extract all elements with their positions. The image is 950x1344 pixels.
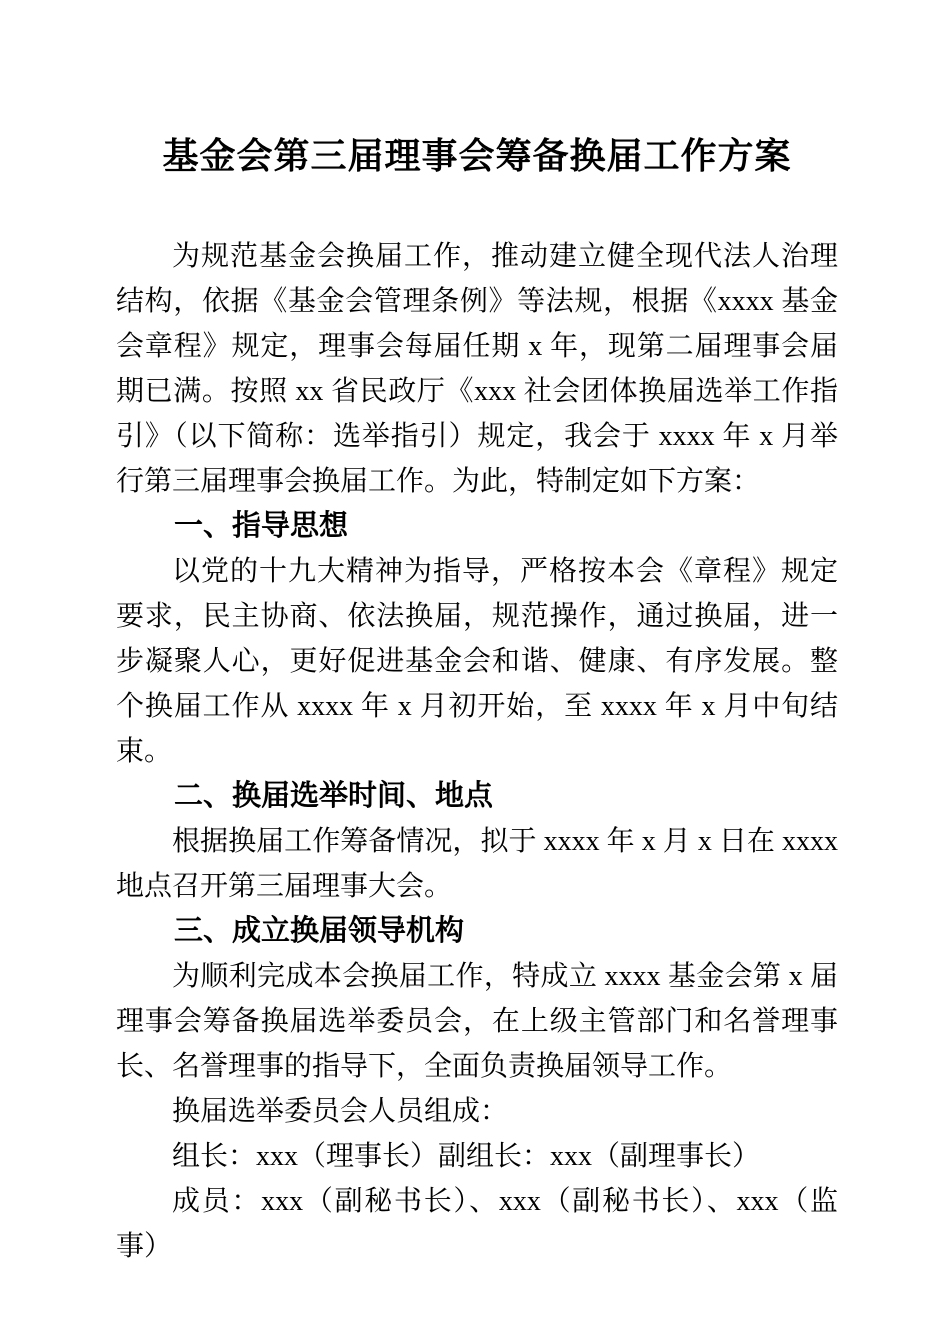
document-paragraph: 换届选举委员会人员组成： [172, 1096, 509, 1127]
document-paragraph: 为顺利完成本会换届工作，特成立 xxxx 基金会第 x 届理事会筹备换届选举委员会，在上级主管部门和名誉理事长、名誉理事的指导下，全面负责换届领导工作。 [116, 961, 838, 1082]
document-paragraph: 为规范基金会换届工作，推动建立健全现代法人治理结构，依据《基金会管理条例》等法规，根据《xxxx 基金会章程》规定，理事会每届任期 x 年，现第二届理事会届期已满。按照 xx 省民政厅《xxx 社会团体换届选举工作指引》（以下简称：选举指引）规定，我会于 xxxx 年 x 月举行第三届理事会换届工作。为此，特制定如下方案： [116, 241, 838, 497]
document-paragraph: 成员：xxx（副秘书长）、xxx（副秘书长）、xxx（监事） [116, 1186, 838, 1262]
document-paragraph: 组长：xxx（理事长）副组长：xxx（副理事长） [172, 1141, 761, 1172]
section-heading: 二、换届选举时间、地点 [174, 780, 494, 812]
document-paragraph: 以党的十九大精神为指导，严格按本会《章程》规定要求，民主协商、依法换届，规范操作，通过换届，进一步凝聚人心，更好促进基金会和谐、健康、有序发展。整个换届工作从 xxxx 年 x 月初开始，至 xxxx 年 x 月中旬结束。 [116, 556, 838, 767]
document-title: 基金会第三届理事会筹备换届工作方案 [162, 136, 792, 176]
section-heading: 三、成立换届领导机构 [174, 915, 465, 947]
section-heading: 一、指导思想 [174, 510, 349, 542]
document-paragraph: 根据换届工作筹备情况，拟于 xxxx 年 x 月 x 日在 xxxx 地点召开第三届理事大会。 [116, 826, 838, 902]
document-body [116, 234, 838, 1269]
